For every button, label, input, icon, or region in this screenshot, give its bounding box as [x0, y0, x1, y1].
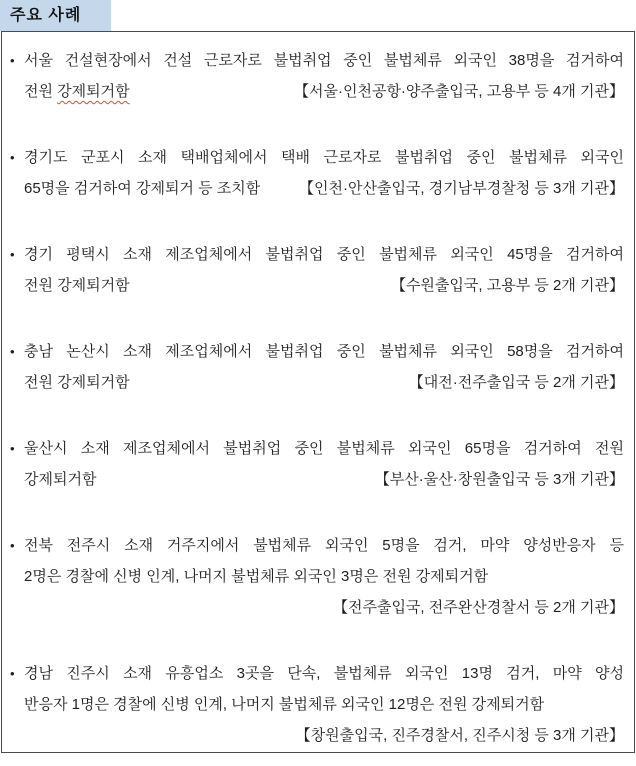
bullet-icon: • [10, 344, 15, 359]
case-item [10, 658, 624, 751]
case-line-split [24, 270, 624, 301]
case-item [10, 45, 624, 107]
case-agency-bracket: 【수원출입국, 고용부 등 2개 기관】 [390, 277, 624, 294]
case-result-text: 강제퇴거함 [24, 471, 97, 488]
case-line-split [24, 173, 624, 204]
case-item [10, 336, 624, 398]
case-agency-bracket: 【부산·울산·창원출입국 등 3개 기관】 [374, 471, 624, 488]
bullet-icon: • [10, 538, 15, 553]
case-content [24, 45, 624, 107]
case-line-justify: 전북 전주시 소재 거주지에서 불법체류 외국인 5명을 검거, 마약 양성반응자 등 [24, 537, 624, 554]
case-content [24, 530, 624, 623]
bullet-icon: • [10, 247, 15, 262]
case-result-text: 65명을 검거하여 강제퇴거 등 조치함 [24, 180, 261, 197]
case-line-justify: 서울 건설현장에서 건설 근로자로 불법취업 중인 불법체류 외국인 38명을 검거하여 [24, 52, 624, 69]
case-content [24, 336, 624, 398]
case-line-split [24, 367, 624, 398]
case-result-text: 전원 강제퇴거함 [24, 374, 130, 391]
case-content [24, 433, 624, 495]
case-agency-bracket: 【대전·전주출입국 등 2개 기관】 [408, 374, 624, 391]
case-line-right: 【전주출입국, 전주완산경찰서 등 2개 기관】 [332, 599, 624, 616]
case-line-justify: 울산시 소재 제조업체에서 불법취업 중인 불법체류 외국인 65명을 검거하여 전원 [24, 440, 624, 457]
case-content [24, 239, 624, 301]
case-line-justify: 경남 진주시 소재 유흥업소 3곳을 단속, 불법체류 외국인 13명 검거, 마약 양성 [24, 665, 624, 682]
case-line-justify: 충남 논산시 소재 제조업체에서 불법취업 중인 불법체류 외국인 58명을 검거하여 [24, 343, 624, 360]
spellchecked-word: 강제퇴거함 [57, 83, 130, 100]
case-line-split [24, 464, 624, 495]
bullet-icon: • [10, 150, 15, 165]
case-item [10, 530, 624, 623]
case-item [10, 239, 624, 301]
case-line-right: 【창원출입국, 진주경찰서, 진주시청 등 3개 기관】 [295, 727, 624, 744]
case-line-split [24, 76, 624, 107]
case-line-justify: 경기 평택시 소재 제조업체에서 불법취업 중인 불법체류 외국인 45명을 검거하여 [24, 246, 624, 263]
case-agency-bracket: 【인천·안산출입국, 경기남부경찰청 등 3개 기관】 [299, 180, 624, 197]
cases-box [1, 31, 635, 753]
bullet-icon: • [10, 441, 15, 456]
case-content [24, 142, 624, 204]
case-line-justify: 경기도 군포시 소재 택배업체에서 택배 근로자로 불법취업 중인 불법체류 외국인 [24, 149, 624, 166]
section-title: 주요 사례 [0, 0, 111, 31]
case-content [24, 658, 624, 751]
case-item [10, 142, 624, 204]
bullet-icon: • [10, 666, 15, 681]
bullet-icon: • [10, 53, 15, 68]
case-line-plain: 반응자 1명은 경찰에 신병 인계, 나머지 불법체류 외국인 12명은 전원 강제퇴거함 [24, 696, 545, 713]
case-line-plain: 2명은 경찰에 신병 인계, 나머지 불법체류 외국인 3명은 전원 강제퇴거함 [24, 568, 489, 585]
case-item [10, 433, 624, 495]
case-agency-bracket: 【서울·인천공항·양주출입국, 고용부 등 4개 기관】 [294, 83, 624, 100]
case-result-text: 전원 강제퇴거함 [24, 83, 130, 100]
case-list [10, 45, 624, 751]
case-result-text: 전원 강제퇴거함 [24, 277, 130, 294]
